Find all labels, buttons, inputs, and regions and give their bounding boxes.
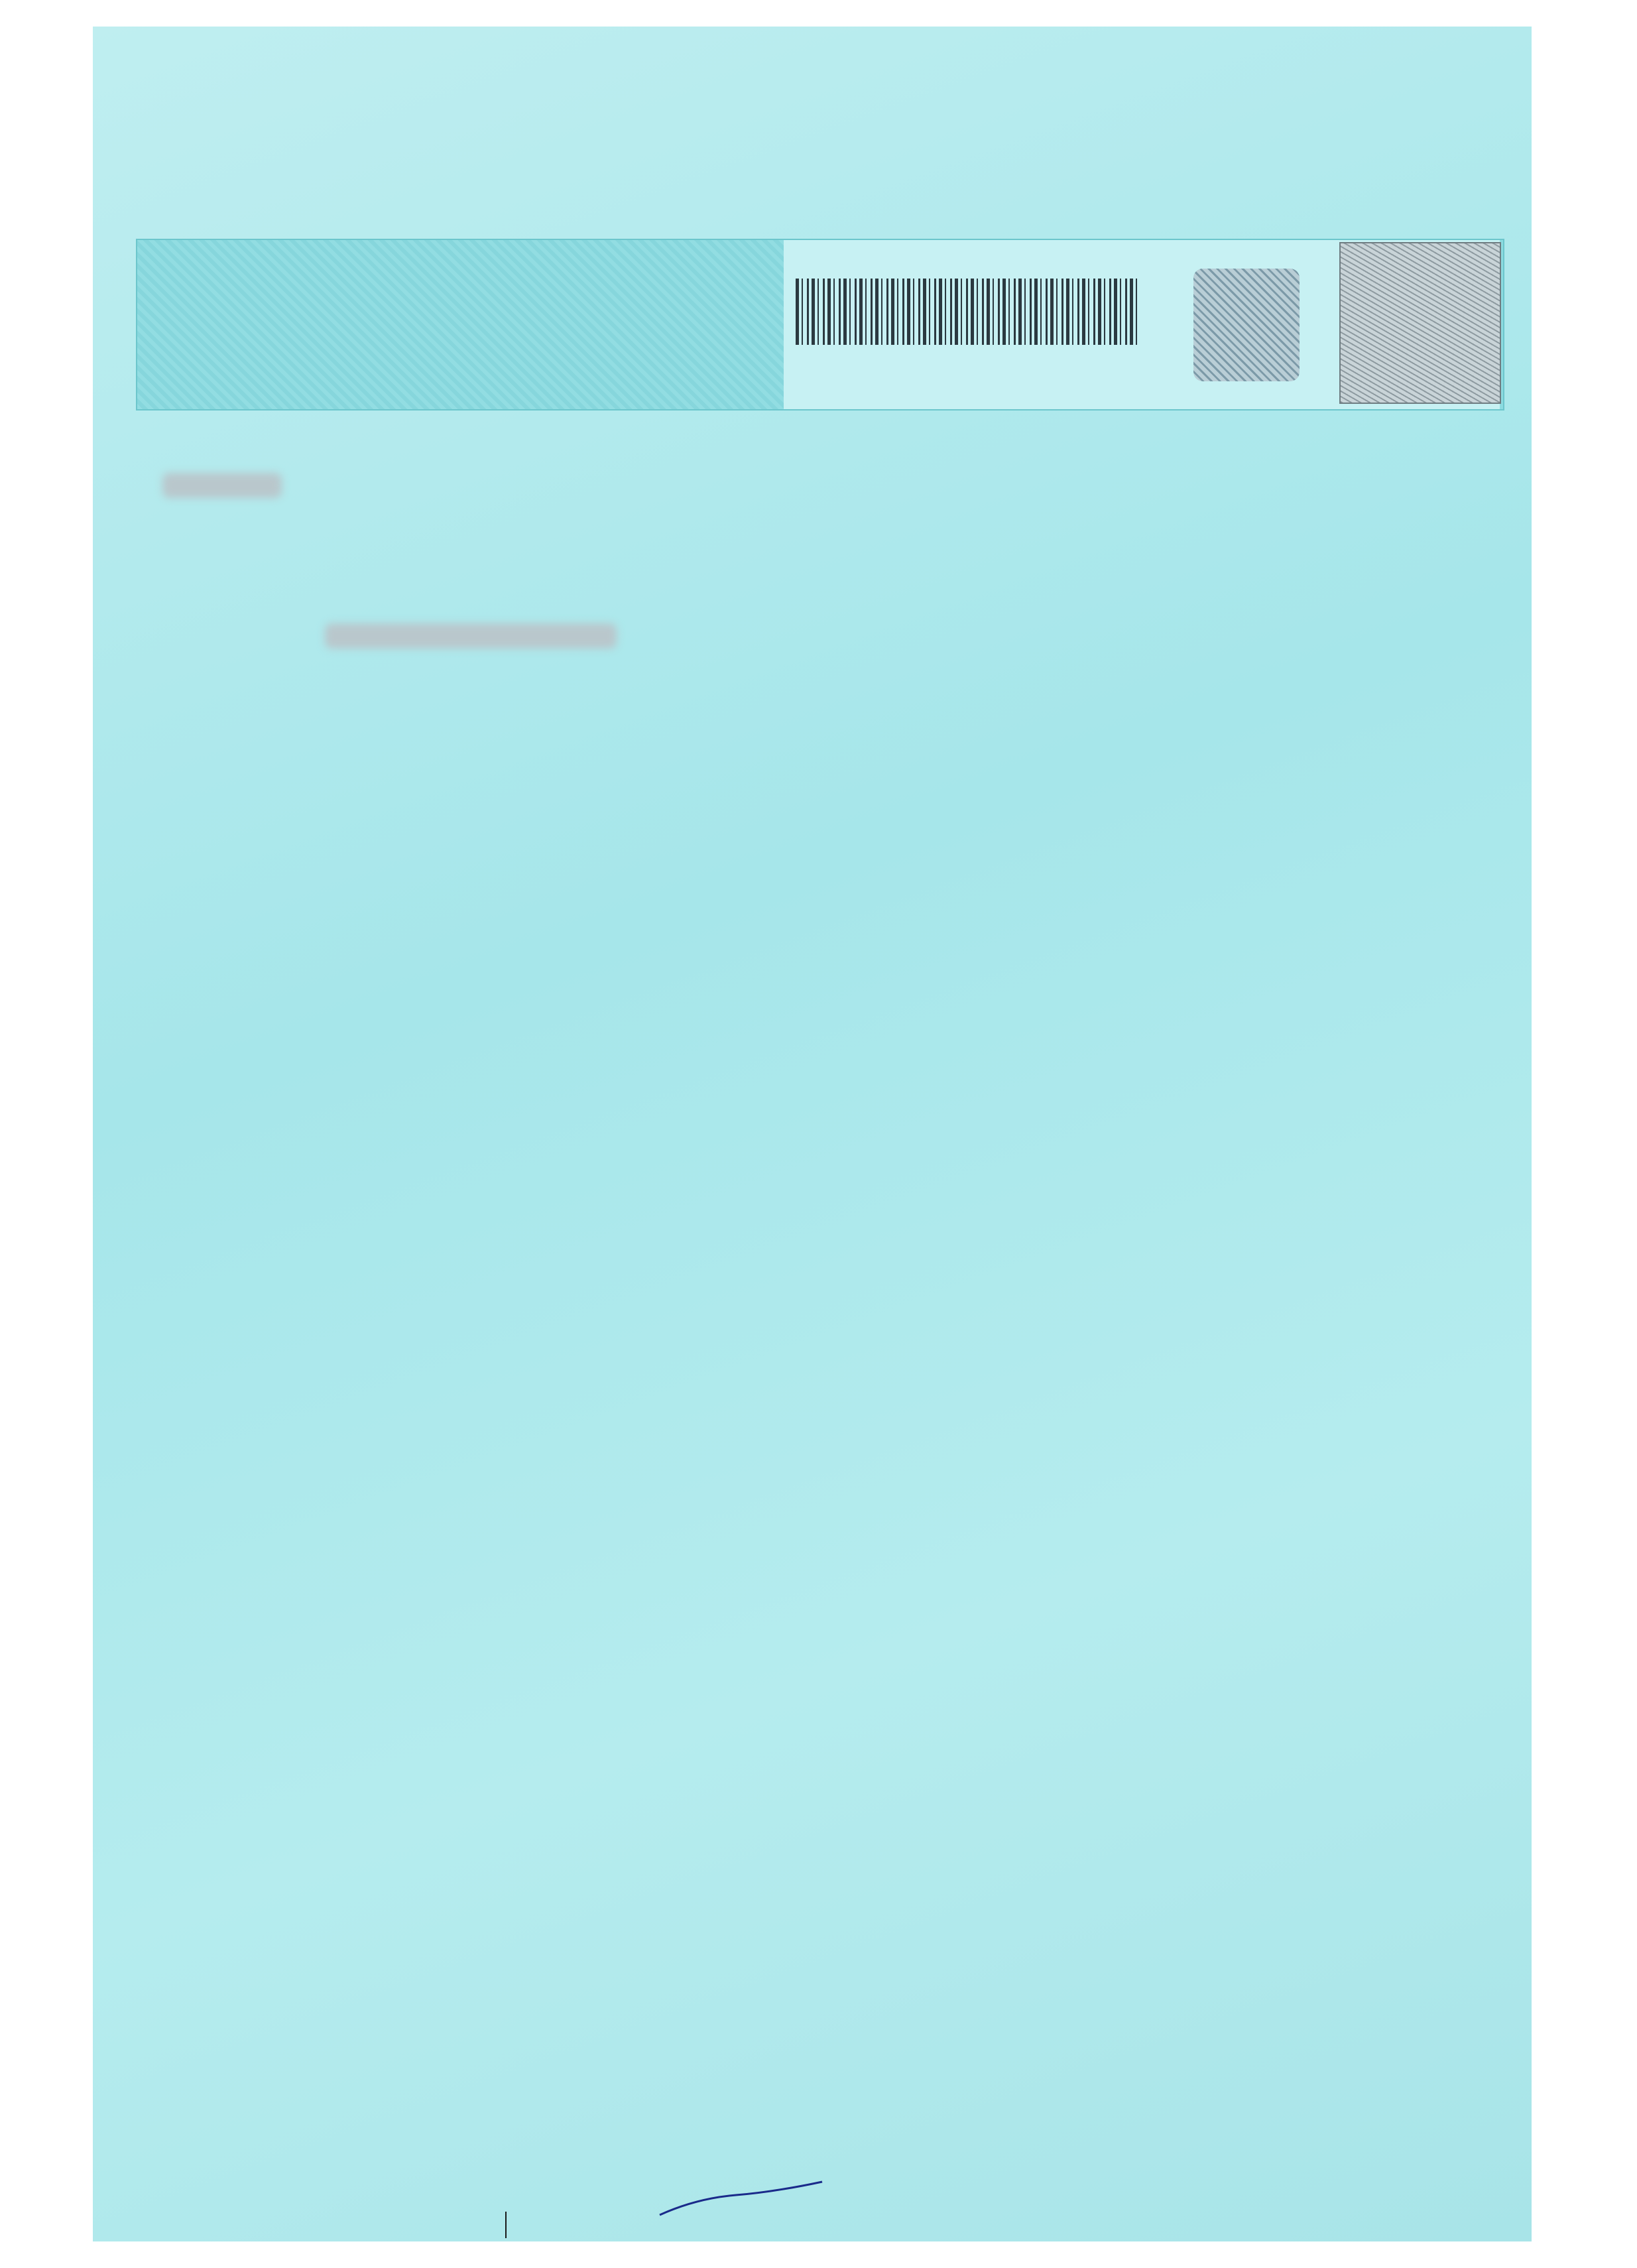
signature-icon <box>656 2178 829 2218</box>
hologram-icon <box>1193 269 1300 381</box>
barcode-icon <box>796 279 1140 345</box>
redacted-address <box>325 623 617 649</box>
paper-gap <box>0 411 93 2268</box>
paper-gap-right <box>1555 1857 1637 2255</box>
banner-title-area <box>137 240 784 409</box>
footer-divider <box>505 2212 507 2238</box>
protective-stamp-icon <box>1339 242 1501 404</box>
redacted-driver <box>162 473 282 498</box>
